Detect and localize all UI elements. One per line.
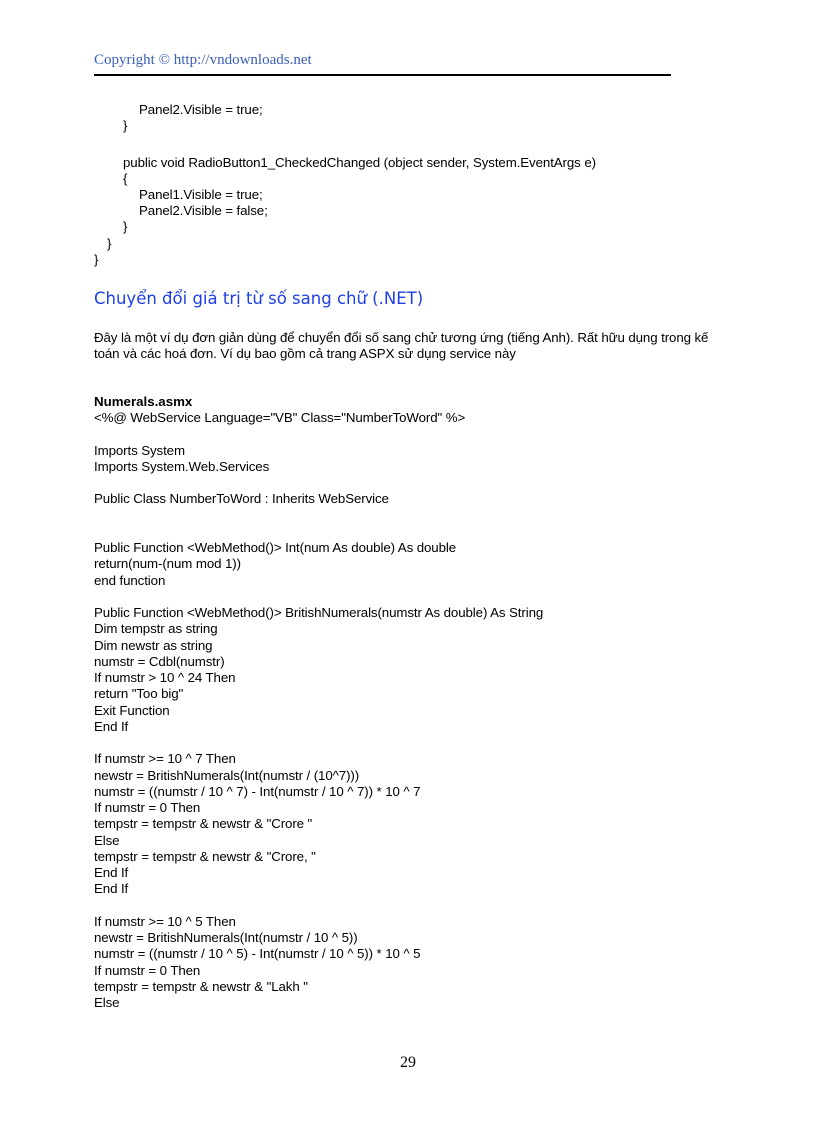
code-line: Else <box>94 995 120 1010</box>
intro-paragraph: Đây là một ví dụ đơn giản dùng để chuyển đổi số sang chử tương ứng (tiếng Anh). Rất hữu dụng trong kế toán và các hoá đơn. Ví dụ bao gồm cả trang ASPX sử dụng service này <box>94 330 709 361</box>
code-line: numstr = ((numstr / 10 ^ 5) - Int(numstr / 10 ^ 5)) * 10 ^ 5 <box>94 946 421 962</box>
code-line: If numstr >= 10 ^ 5 Then <box>94 913 236 929</box>
code-line: { <box>123 171 128 186</box>
code-line: End If <box>94 718 129 734</box>
code-line: If numstr = 0 Then <box>94 962 201 978</box>
section-title: Chuyển đổi giá trị từ số sang chữ (.NET) <box>94 289 424 308</box>
code-line: } <box>123 118 128 133</box>
code-line: Panel2.Visible = false; <box>139 203 268 218</box>
code-line: Public Class NumberToWord : Inherits WebService <box>94 491 389 507</box>
code-line: newstr = BritishNumerals(Int(numstr / 10 ^ 5)) <box>94 930 358 945</box>
code-line: numstr = Cdbl(numstr) <box>94 653 225 669</box>
code-line: Panel1.Visible = true; <box>139 187 263 202</box>
code-line: Public Function <WebMethod()> BritishNumerals(numstr As double) As String <box>94 605 544 620</box>
code-line: newstr = BritishNumerals(Int(numstr / (10^7))) <box>94 767 360 783</box>
file-title: Numerals.asmx <box>94 394 193 409</box>
code-line: Panel2.Visible = true; <box>139 102 263 117</box>
code-line: Imports System.Web.Services <box>94 458 270 474</box>
code-line: End If <box>94 881 129 897</box>
code-line: Exit Function <box>94 702 170 718</box>
code-line: tempstr = tempstr & newstr & "Lakh " <box>94 978 308 994</box>
code-line: } <box>107 236 112 251</box>
code-line: return(num-(num mod 1)) <box>94 556 241 572</box>
code-line: If numstr = 0 Then <box>94 800 201 815</box>
code-line: return "Too big" <box>94 686 184 702</box>
code-line: } <box>123 219 128 234</box>
code-line: end function <box>94 572 166 588</box>
page-number: 29 <box>400 1054 416 1071</box>
copyright-header: Copyright © http://vndownloads.net <box>94 52 312 68</box>
code-line: tempstr = tempstr & newstr & "Crore " <box>94 816 313 832</box>
code-line: Dim newstr as string <box>94 637 213 653</box>
code-line: If numstr >= 10 ^ 7 Then <box>94 751 236 767</box>
code-line: tempstr = tempstr & newstr & "Crore, " <box>94 848 316 864</box>
code-line: <%@ WebService Language="VB" Class="NumberToWord" %> <box>94 410 466 425</box>
code-line: } <box>94 252 99 267</box>
header-divider <box>94 74 671 76</box>
code-line: If numstr > 10 ^ 24 Then <box>94 670 236 685</box>
code-line: Public Function <WebMethod()> Int(num As double) As double <box>94 540 457 555</box>
code-line: Imports System <box>94 442 185 458</box>
code-line: Dim tempstr as string <box>94 621 218 637</box>
code-line: numstr = ((numstr / 10 ^ 7) - Int(numstr / 10 ^ 7)) * 10 ^ 7 <box>94 783 421 799</box>
code-line: End If <box>94 865 129 880</box>
code-line: public void RadioButton1_CheckedChanged (object sender, System.EventArgs e) <box>123 155 596 170</box>
code-line: Else <box>94 832 120 848</box>
